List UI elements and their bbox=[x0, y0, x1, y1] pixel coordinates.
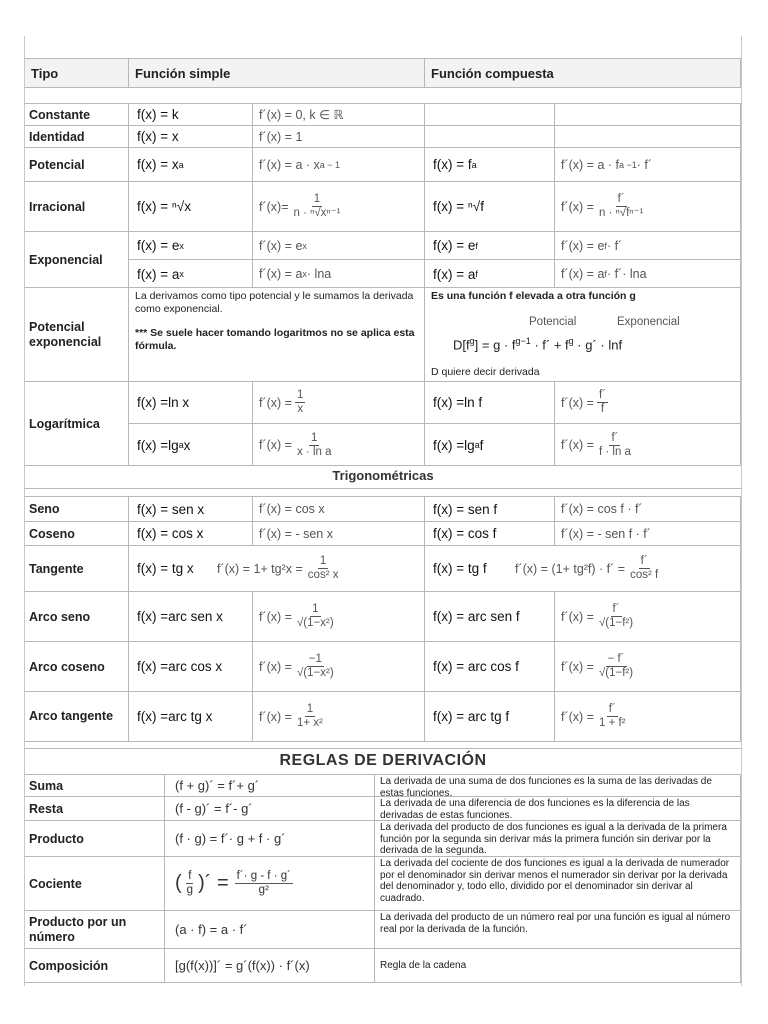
d-arco-tangente-num: 1 bbox=[306, 703, 314, 715]
rule-formula-cociente bbox=[165, 857, 375, 911]
d-exp-r1 bbox=[253, 232, 424, 260]
cd-potencial-exp: a −1 bbox=[619, 159, 637, 170]
rule-row-resta bbox=[25, 797, 741, 821]
d-arco-coseno-fraction bbox=[295, 653, 336, 680]
f-arco-coseno: f(x) =arc cos x bbox=[129, 642, 253, 692]
tangente-simple bbox=[129, 546, 425, 592]
d-exp-r1-text: f´(x) = e bbox=[259, 238, 303, 253]
cociente-rhs bbox=[235, 870, 293, 897]
label-identidad: Identidad bbox=[25, 126, 129, 148]
f-exp-r2-sup: x bbox=[179, 269, 184, 279]
potexp-formula-mid: · f´ + f bbox=[530, 337, 569, 353]
cf-potencial-text: f(x) = f bbox=[433, 157, 472, 172]
rules-table bbox=[25, 774, 741, 982]
cd-arco-tangente bbox=[555, 692, 741, 742]
cd-exp-r1-tail: · f´ bbox=[606, 238, 623, 253]
rule-row-composicion bbox=[25, 949, 741, 983]
cd-arco-coseno-den: √(1−f²) bbox=[598, 667, 634, 679]
f-exp-r1 bbox=[129, 232, 252, 260]
cf-log-r2-sub: a bbox=[474, 440, 480, 450]
cf-log-r2-text: f(x) =lg bbox=[433, 437, 475, 453]
cociente-lhs-den: g bbox=[186, 884, 194, 896]
cf-tangente: f(x) = tg f bbox=[433, 561, 487, 576]
f-seno: f(x) = sen x bbox=[129, 497, 253, 522]
d-tangente bbox=[211, 546, 343, 591]
row-potencial-exponencial bbox=[25, 288, 741, 382]
cd-exp-r2-tail: · f´· lna bbox=[606, 267, 647, 281]
d-exp-r2 bbox=[253, 260, 424, 288]
d-irracional-text: f´(x)= bbox=[259, 199, 289, 214]
cf-logaritmica bbox=[425, 382, 555, 466]
rule-desc-cociente: La derivada del cociente de dos funciones es igual a la derivada de numerador por el denominador sin derivar menos el numerador sin derivar por la derivada del denominador y, todo ello, dividido por el denominador sin derivar al cuadrado. bbox=[375, 857, 741, 911]
d-tangente-fraction bbox=[306, 555, 341, 582]
f-log-r2-tail: x bbox=[183, 437, 191, 453]
cf-potencial-exp: a bbox=[471, 159, 477, 170]
cd-exp-r1 bbox=[555, 232, 740, 260]
f-coseno: f(x) = cos x bbox=[129, 522, 253, 546]
rule-formula-producto-numero: (a · f) = a · f´ bbox=[165, 911, 375, 949]
cd-exp-r1-sup: f bbox=[604, 240, 607, 251]
rule-desc-resta: La derivada de una diferencia de dos funciones es la diferencia de las derivadas de estas funciones. bbox=[375, 797, 741, 821]
cf-constante bbox=[425, 104, 555, 126]
d-arco-seno-text: f´(x) = bbox=[259, 609, 292, 624]
header-simple: Función simple bbox=[129, 59, 425, 88]
d-potencial-exp: a − 1 bbox=[319, 159, 341, 170]
cociente-paren-left: ( bbox=[175, 872, 182, 894]
rule-name-cociente: Cociente bbox=[25, 857, 165, 911]
f-log-r2 bbox=[129, 424, 252, 466]
f-logaritmica bbox=[129, 382, 253, 466]
f-irracional: f(x) = ⁿ√x bbox=[129, 182, 253, 232]
cd-coseno: f´(x) = - sen f · f´ bbox=[555, 522, 741, 546]
f-log-r2-sub: a bbox=[178, 440, 184, 450]
rules-divider bbox=[25, 748, 741, 749]
d-logaritmica bbox=[253, 382, 425, 466]
d-identidad: f´(x) = 1 bbox=[253, 126, 425, 148]
row-logaritmica bbox=[25, 382, 741, 466]
cd-log-r1-fraction bbox=[597, 389, 608, 416]
cd-log-r1-den: f bbox=[600, 403, 605, 415]
f-exp-r1-text: f(x) = e bbox=[137, 238, 180, 253]
f-potencial-text: f(x) = x bbox=[137, 157, 179, 172]
potexp-label-exponencial: Exponencial bbox=[617, 316, 680, 328]
d-potencial bbox=[253, 148, 425, 182]
header-tipo: Tipo bbox=[25, 59, 129, 88]
cf-identidad bbox=[425, 126, 555, 148]
cd-exp-r2 bbox=[555, 260, 740, 288]
row-potencial bbox=[25, 148, 741, 182]
cd-arco-coseno bbox=[555, 642, 741, 692]
potexp-formula-sup: g bbox=[469, 336, 475, 346]
potexp-note-2: *** Se suele hacer tomando logaritmos no se aplica esta fórmula. bbox=[135, 327, 415, 352]
cd-irracional-den: n · ⁿ√fⁿ⁻¹ bbox=[598, 207, 644, 219]
cd-log-r2-fraction bbox=[597, 432, 633, 459]
cd-irracional-num: f´ bbox=[617, 193, 625, 205]
rule-name-composicion: Composición bbox=[25, 949, 165, 983]
f-potencial bbox=[129, 148, 253, 182]
spacer-row bbox=[25, 88, 741, 104]
row-tangente bbox=[25, 546, 741, 592]
label-seno: Seno bbox=[25, 497, 129, 522]
d-arco-tangente-text: f´(x) = bbox=[259, 709, 292, 724]
rule-name-suma: Suma bbox=[25, 775, 165, 797]
cd-log-r2-num: f´ bbox=[611, 431, 619, 444]
tangente-compuesta bbox=[425, 546, 741, 592]
d-exp-r2-sup: x bbox=[302, 269, 307, 279]
cd-log-r1-text: f´(x) = bbox=[561, 395, 594, 410]
cf-exp-r2 bbox=[425, 260, 554, 288]
d-irracional-den: n · ⁿ√xⁿ⁻¹ bbox=[293, 207, 341, 219]
rule-name-resta: Resta bbox=[25, 797, 165, 821]
cd-arco-coseno-fraction bbox=[597, 653, 635, 680]
rule-formula-suma: (f + g)´ = f´+ g´ bbox=[165, 775, 375, 797]
potexp-simple-notes bbox=[129, 288, 425, 382]
f-exponencial bbox=[129, 232, 253, 288]
row-seno bbox=[25, 496, 741, 522]
d-exp-r2-tail: · lna bbox=[306, 267, 332, 281]
potexp-formula-end: · g´ · lnf bbox=[573, 337, 623, 353]
rule-row-producto bbox=[25, 821, 741, 857]
cf-potencial bbox=[425, 148, 555, 182]
cociente-rhs-num: f´· g - f · g´ bbox=[236, 870, 291, 882]
cd-log-r2-text: f´(x) = bbox=[561, 438, 594, 452]
d-log-r1 bbox=[253, 382, 424, 424]
f-log-r2-text: f(x) =lg bbox=[137, 437, 179, 453]
f-tangente: f(x) = tg x bbox=[137, 561, 194, 576]
label-coseno: Coseno bbox=[25, 522, 129, 546]
row-exponencial bbox=[25, 232, 741, 288]
potexp-formula-right: ] = g · f bbox=[474, 337, 516, 353]
cd-tangente-num: f´ bbox=[640, 555, 648, 567]
d-arco-coseno-text: f´(x) = bbox=[259, 659, 292, 674]
rule-row-cociente bbox=[25, 857, 741, 911]
cd-arco-tangente-fraction bbox=[597, 703, 628, 730]
potexp-formula-sup3: g bbox=[568, 336, 574, 346]
label-logaritmica: Logarítmica bbox=[25, 382, 129, 466]
potexp-label-potencial: Potencial bbox=[529, 316, 577, 328]
d-potencial-text: f´(x) = a · x bbox=[259, 157, 320, 172]
d-seno: f´(x) = cos x bbox=[253, 497, 425, 522]
cd-arco-coseno-num: − f´ bbox=[607, 653, 625, 665]
cociente-rhs-den: g² bbox=[258, 884, 269, 896]
f-exp-r1-sup: x bbox=[179, 240, 184, 251]
cf-exponencial bbox=[425, 232, 555, 288]
d-arco-seno bbox=[253, 592, 425, 642]
label-arco-tangente: Arco tangente bbox=[25, 692, 129, 742]
cd-log-r2 bbox=[555, 424, 740, 466]
cd-arco-tangente-den: 1 + f² bbox=[598, 717, 626, 729]
d-exp-r1-sup: x bbox=[302, 240, 307, 251]
cociente-lhs-num: f bbox=[188, 870, 192, 882]
row-arco-tangente bbox=[25, 692, 741, 742]
cf-seno: f(x) = sen f bbox=[425, 497, 555, 522]
header-compuesta: Función compuesta bbox=[425, 59, 741, 88]
label-arco-coseno: Arco coseno bbox=[25, 642, 129, 692]
cd-irracional bbox=[555, 182, 741, 232]
f-arco-tangente: f(x) =arc tg x bbox=[129, 692, 253, 742]
f-exp-r2 bbox=[129, 260, 252, 288]
cd-exp-r1-text: f´(x) = e bbox=[561, 238, 605, 253]
cd-potencial-tail: · f´ bbox=[636, 157, 653, 172]
label-potencial-exponencial: Potencial exponencial bbox=[25, 288, 129, 382]
cd-arco-coseno-text: f´(x) = bbox=[561, 659, 594, 674]
rule-desc-producto-numero: La derivada del producto de un número real por una función es igual al número real por la derivada de la función. bbox=[375, 911, 741, 949]
d-tangente-den: cos² x bbox=[307, 569, 339, 581]
row-arco-coseno bbox=[25, 642, 741, 692]
d-log-r2-fraction bbox=[295, 432, 334, 459]
d-arco-tangente-den: 1+ x² bbox=[296, 717, 323, 729]
rule-formula-resta: (f - g)´ = f´- g´ bbox=[165, 797, 375, 821]
d-coseno: f´(x) = - sen x bbox=[253, 522, 425, 546]
row-irracional bbox=[25, 182, 741, 232]
cd-arco-seno-num: f´ bbox=[612, 603, 620, 615]
cf-arco-coseno: f(x) = arc cos f bbox=[425, 642, 555, 692]
cd-arco-tangente-num: f´ bbox=[608, 703, 616, 715]
d-irracional-num: 1 bbox=[313, 193, 321, 205]
rule-desc-suma: La derivada de una suma de dos funciones es la suma de las derivadas de estas funciones. bbox=[375, 775, 741, 797]
label-arco-seno: Arco seno bbox=[25, 592, 129, 642]
d-log-r1-den: x bbox=[297, 403, 304, 415]
label-tangente: Tangente bbox=[25, 546, 129, 592]
cf-exp-r1-sup: f bbox=[475, 240, 478, 251]
label-constante: Constante bbox=[25, 104, 129, 126]
d-arco-tangente bbox=[253, 692, 425, 742]
cd-exponencial bbox=[555, 232, 741, 288]
rule-desc-producto: La derivada del producto de dos funciones es igual a la derivada de la primera función por la segunda sin derivar más la primera función sin derivar por la derivada de la segunda. bbox=[375, 821, 741, 857]
cd-arco-seno-den: √(1−f²) bbox=[598, 617, 634, 629]
label-irracional: Irracional bbox=[25, 182, 129, 232]
potexp-formula bbox=[453, 336, 622, 352]
d-tangente-num: 1 bbox=[319, 555, 327, 567]
f-arco-seno: f(x) =arc sen x bbox=[129, 592, 253, 642]
cf-log-r1: f(x) =ln f bbox=[425, 382, 554, 424]
cf-coseno: f(x) = cos f bbox=[425, 522, 555, 546]
cd-tangente bbox=[509, 546, 663, 591]
trig-divider bbox=[25, 488, 741, 489]
cd-potencial bbox=[555, 148, 741, 182]
d-arco-seno-num: 1 bbox=[312, 603, 319, 615]
row-arco-seno bbox=[25, 592, 741, 642]
rule-name-producto: Producto bbox=[25, 821, 165, 857]
cd-exp-r2-sup: f bbox=[604, 269, 607, 279]
d-irracional bbox=[253, 182, 425, 232]
cf-log-r2 bbox=[425, 424, 554, 466]
rule-formula-producto: (f · g) = f´· g + f · g´ bbox=[165, 821, 375, 857]
rule-formula-composicion: [g(f(x))]´ = g´(f(x)) · f´(x) bbox=[165, 949, 375, 983]
cf-exp-r2-sup: f bbox=[475, 269, 478, 279]
cd-irracional-fraction bbox=[597, 193, 645, 220]
d-exp-r2-text: f´(x) = a bbox=[259, 267, 303, 281]
derivatives-table-sheet bbox=[24, 36, 742, 986]
d-log-r2-text: f´(x) = bbox=[259, 438, 292, 452]
cociente-lhs bbox=[185, 870, 195, 897]
cf-arco-seno: f(x) = arc sen f bbox=[425, 592, 555, 642]
cd-irracional-text: f´(x) = bbox=[561, 199, 594, 214]
potexp-note-1: La derivamos como tipo potencial y le sumamos la derivada como exponencial. bbox=[135, 290, 414, 315]
d-arco-tangente-fraction bbox=[295, 703, 325, 730]
d-arco-coseno-num: −1 bbox=[308, 653, 322, 665]
cd-logaritmica bbox=[555, 382, 741, 466]
row-constante bbox=[25, 104, 741, 126]
d-constante: f´(x) = 0, k ∈ ℝ bbox=[253, 104, 425, 126]
cf-exp-r2-text: f(x) = a bbox=[433, 266, 476, 282]
cf-log-r2-tail: f bbox=[479, 437, 484, 453]
potexp-cnote: Es una función f elevada a otra función g bbox=[431, 290, 636, 302]
rule-desc-composicion: Regla de la cadena bbox=[375, 949, 741, 983]
potexp-compuesta bbox=[425, 288, 741, 382]
cd-constante bbox=[555, 104, 741, 126]
rules-title: REGLAS DE DERIVACIÓN bbox=[279, 752, 487, 769]
cd-tangente-text: f´(x) = (1+ tg²f) · f´ = bbox=[515, 561, 626, 576]
cd-arco-seno-fraction bbox=[597, 603, 635, 630]
cd-tangente-den: cos² f bbox=[630, 569, 659, 581]
cd-arco-seno-text: f´(x) = bbox=[561, 609, 594, 624]
d-arco-coseno-den: √(1−x²) bbox=[296, 667, 334, 679]
cf-exp-r1 bbox=[425, 232, 554, 260]
row-coseno bbox=[25, 522, 741, 546]
d-log-r2 bbox=[253, 424, 424, 466]
cf-exp-r1-text: f(x) = e bbox=[433, 238, 476, 253]
label-exponencial: Exponencial bbox=[25, 232, 129, 288]
d-tangente-text: f´(x) = 1+ tg²x = bbox=[217, 561, 303, 576]
cd-exp-r2-text: f´(x) = a bbox=[561, 267, 605, 281]
potexp-foot: D quiere decir derivada bbox=[431, 366, 540, 378]
label-potencial: Potencial bbox=[25, 148, 129, 182]
d-log-r1-num: 1 bbox=[296, 389, 304, 401]
f-exp-r2-text: f(x) = a bbox=[137, 266, 180, 282]
cd-arco-seno bbox=[555, 592, 741, 642]
potexp-formula-sup2: g−1 bbox=[515, 336, 531, 346]
d-log-r1-fraction bbox=[295, 389, 305, 416]
f-potencial-exp: a bbox=[178, 159, 184, 170]
cd-potencial-text: f´(x) = a · f bbox=[561, 157, 619, 172]
d-exponencial bbox=[253, 232, 425, 288]
d-arco-coseno bbox=[253, 642, 425, 692]
potexp-formula-left: D[f bbox=[453, 337, 470, 353]
d-arco-seno-fraction bbox=[295, 603, 336, 630]
cd-log-r2-den: f · ln a bbox=[598, 445, 631, 458]
cd-tangente-fraction bbox=[628, 555, 660, 582]
cf-irracional: f(x) = ⁿ√f bbox=[425, 182, 555, 232]
trig-section-title: Trigonométricas bbox=[332, 468, 434, 483]
cociente-paren-right: )´ = bbox=[198, 872, 229, 894]
f-identidad: f(x) = x bbox=[129, 126, 253, 148]
d-log-r2-num: 1 bbox=[311, 431, 318, 444]
cd-arco-tangente-text: f´(x) = bbox=[561, 709, 594, 724]
cf-arco-tangente: f(x) = arc tg f bbox=[425, 692, 555, 742]
header-row bbox=[25, 58, 741, 88]
cd-log-r1-num: f´ bbox=[598, 389, 607, 401]
rule-row-suma bbox=[25, 775, 741, 797]
rule-row-producto-numero bbox=[25, 911, 741, 949]
d-arco-seno-den: √(1−x²) bbox=[296, 617, 334, 629]
rule-name-producto-numero: Producto por un número bbox=[25, 911, 165, 949]
f-log-r1: f(x) =ln x bbox=[129, 382, 252, 424]
f-constante: f(x) = k bbox=[129, 104, 253, 126]
d-irracional-fraction bbox=[292, 193, 343, 220]
cd-log-r1 bbox=[555, 382, 740, 424]
d-log-r1-text: f´(x) = bbox=[259, 395, 292, 410]
cd-identidad bbox=[555, 126, 741, 148]
row-identidad bbox=[25, 126, 741, 148]
d-log-r2-den: x · ln a bbox=[296, 445, 332, 458]
cd-seno: f´(x) = cos f · f´ bbox=[555, 497, 741, 522]
